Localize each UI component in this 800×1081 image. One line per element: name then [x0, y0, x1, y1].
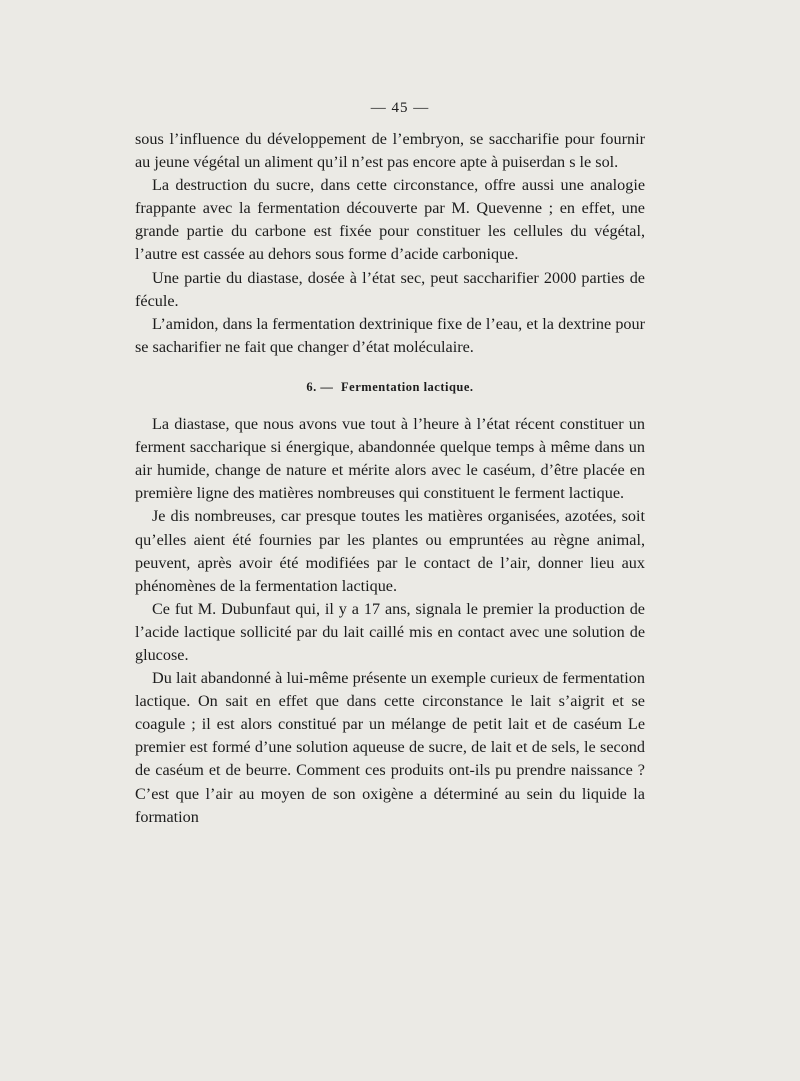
paragraph: Une partie du diastase, dosée à l’état sec, peut saccharifier 2000 parties de fécule.	[135, 268, 645, 310]
paragraph: Ce fut M. Dubunfaut qui, il y a 17 ans, signala le premier la production de l’acide lactique sollicité par du lait caillé mis en contact avec une solution de glucose.	[135, 599, 645, 664]
paragraph: La diastase, que nous avons vue tout à l’heure à l’état récent constituer un ferment saccharique si énergique, abandonnée quelque temps à même dans un air humide, change de nature et mérite alors avec le caséum, d’être placée en première ligne des matières nombreuses qui constituent le ferment lactique.	[135, 415, 645, 503]
paragraph: Je dis nombreuses, car presque toutes les matières organisées, azotées, soit qu’elles aient été fournies par les plantes ou empruntées au règne animal, peuvent, après avoir été modifiées par le contact de l’air, donner lieu aux phénomènes de la fermentation lactique.	[135, 507, 645, 595]
section-heading	[135, 376, 645, 399]
section-number: 6. —	[306, 379, 334, 394]
paragraph: L’amidon, dans la fermentation dextrinique fixe de l’eau, et la dextrine pour se sacharifier ne fait que changer d’état moléculaire.	[135, 314, 645, 356]
paragraph: La destruction du sucre, dans cette circonstance, offre aussi une analogie frappante avec la fermentation découverte par M. Quevenne ; en effet, une grande partie du carbone est fixée pour constituer les cellules du végétal, l’autre est cassée au dehors sous forme d’acide carbonique.	[135, 176, 645, 264]
section-title: Fermentation lactique.	[341, 379, 474, 394]
page-number: — 45 —	[370, 100, 430, 116]
body-text	[135, 128, 645, 829]
paragraph: Du lait abandonné à lui-même présente un exemple curieux de fermentation lactique. On sait en effet que dans cette circonstance le lait s’aigrit et se coagule ; il est alors constitué par un mélange de petit lait et de caséum Le premier est formé d’une solution aqueuse de sucre, de lait et de sels, le second de caséum et de beurre. Comment ces produits ont-ils pu prendre naissance ? C’est que l’air au moyen de son oxigène a déterminé au sein du liquide la formation	[135, 669, 645, 826]
paragraph: sous l’influence du développement de l’embryon, se saccharifie pour fournir au jeune végétal un aliment qu’il n’est pas encore apte à puiserdan s le sol.	[135, 130, 645, 172]
